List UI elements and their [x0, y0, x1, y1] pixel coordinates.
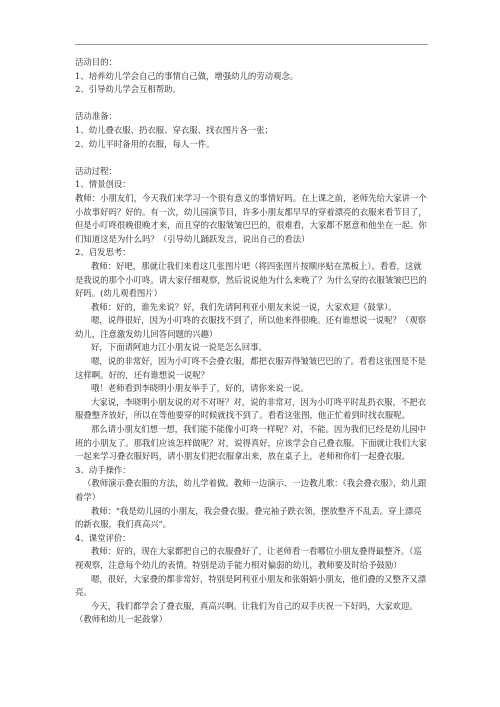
- step4-paragraph-2: 嗯，很好，大家叠的都非常好，特别是阿利亚小朋友和张娟娟小朋友，他们叠的又整齐又漂亮。: [75, 573, 426, 598]
- step4-paragraph-1: 教师：好的，现在大家都把自己的衣服叠好了，让老师看一看哪位小朋友叠得最整齐。（巡视观察，注意每个幼儿的表情。特别是动手能力相对偏弱的幼儿，教师要及时给予鼓励）: [75, 546, 422, 570]
- step4-title: 4、课堂评价：: [75, 532, 131, 543]
- spacer: [75, 151, 428, 165]
- spacer: [75, 97, 428, 111]
- goal-item-2: 2、引导幼儿学会互相帮助。: [75, 84, 181, 95]
- lesson-plan-body: [75, 56, 428, 627]
- header-rule: [75, 44, 428, 45]
- step1-title: 1、情景创设：: [75, 179, 131, 190]
- goal-item-1: 1、培养幼儿学会自己的事情自己做，增强幼儿的劳动观念。: [75, 70, 299, 81]
- step2-paragraph-4: 好，下面请阿迪力江小朋友说一说是怎么回事。: [91, 342, 267, 353]
- prep-item-1: 1、幼儿叠衣服、扔衣服、穿衣服、找衣图片各一张；: [75, 124, 273, 135]
- prep-heading: 活动准备：: [75, 111, 117, 122]
- process-heading: 活动过程：: [75, 165, 117, 176]
- prep-item-2: 2、幼儿平时备用的衣服，每人一件。: [75, 138, 215, 149]
- step2-paragraph-2: 教师：好的，谁先来说？好，我们先请阿利亚小朋友来说一说，大家欢迎（鼓掌）。: [91, 301, 397, 312]
- step3-title: 3、动手操作：: [75, 464, 131, 475]
- step3-paragraph-1: （教师演示叠衣服的方法，幼儿学着做。教师一边演示、一边教儿歌：《我会叠衣服》，幼儿跟着学）: [75, 478, 427, 502]
- step2-paragraph-7: 大家说，李晓明小朋友说的对不对呀？对，说的非常对，因为小叮咚平时乱扔衣服，不把衣服叠整齐放好，所以在等他要穿的时候就找不到了。看看这张图，他正忙着到时找衣服呢。: [75, 396, 426, 421]
- step3-paragraph-2: 教师："我是幼儿园的小朋友，我会叠衣服。叠完袖子跌衣领，摆放整齐不乱丢。穿上漂亮的新衣服，我们真高兴"。: [75, 505, 422, 530]
- step2-paragraph-6: 哦！老师看到李晓明小朋友举手了，好的，请你来说一说。: [91, 383, 309, 394]
- step2-paragraph-3: 嗯，说得很好，因为小叮咚的衣服找不到了，所以他来得很晚。还有谁想说一说呢？（观察幼儿，注意激发幼儿回答问题的兴趣）: [75, 315, 426, 339]
- step2-title: 2、启发思考：: [75, 247, 131, 258]
- step1-paragraph: 教师：小朋友们，今天我们来学习一个很有意义的事情好吗。在上课之前，老师先给大家讲一个小故事好吗？好的。有一次，幼儿园演节目，许多小朋友都早早的穿着漂亮的衣服来看节目了，但是小叮咚很晚很晚才来，而且穿的衣服皱皱巴巴的，很难看，大家都不愿意和他坐在一起。你们知道这是为什么吗？（引导幼儿踊跃发言，说出自己的看法）: [75, 192, 427, 244]
- step4-paragraph-3: 今天，我们都学会了叠衣服，真高兴啊。让我们为自己的双手庆祝一下好吗，大家欢迎。（教师和幼儿一起鼓掌）: [75, 600, 418, 625]
- goals-heading: 活动目的：: [75, 57, 117, 67]
- step2-paragraph-8: 那么请小朋友们想一想，我们能不能像小叮咚一样呢？对，不能。因为我们已经是幼儿园中班的小朋友了。那我们应该怎样做呢？对，说得真好，应该学会自己叠衣服。下面就让我们大家一起来学习叠衣服好吗，请小朋友们把衣服拿出来，放在桌子上，老师和你们一起叠衣服。: [75, 424, 427, 462]
- step2-paragraph-5: 嗯，说的非常好，因为小叮咚不会叠衣服，都把衣服弄得皱皱巴巴的了。看看这张图是不是这样啊。好的，还有谁想说一说呢？: [75, 356, 426, 380]
- step2-paragraph-1: 教师：好吧，那就让我们来看这几张图片吧（将四张图片按顺序贴在黑板上）。看看，这就是我说的那个小叮咚。请大家仔细观察，然后说说他为什么来晚了？为什么穿的衣服皱皱巴巴的好吗。(幼儿观看图片）: [75, 260, 427, 299]
